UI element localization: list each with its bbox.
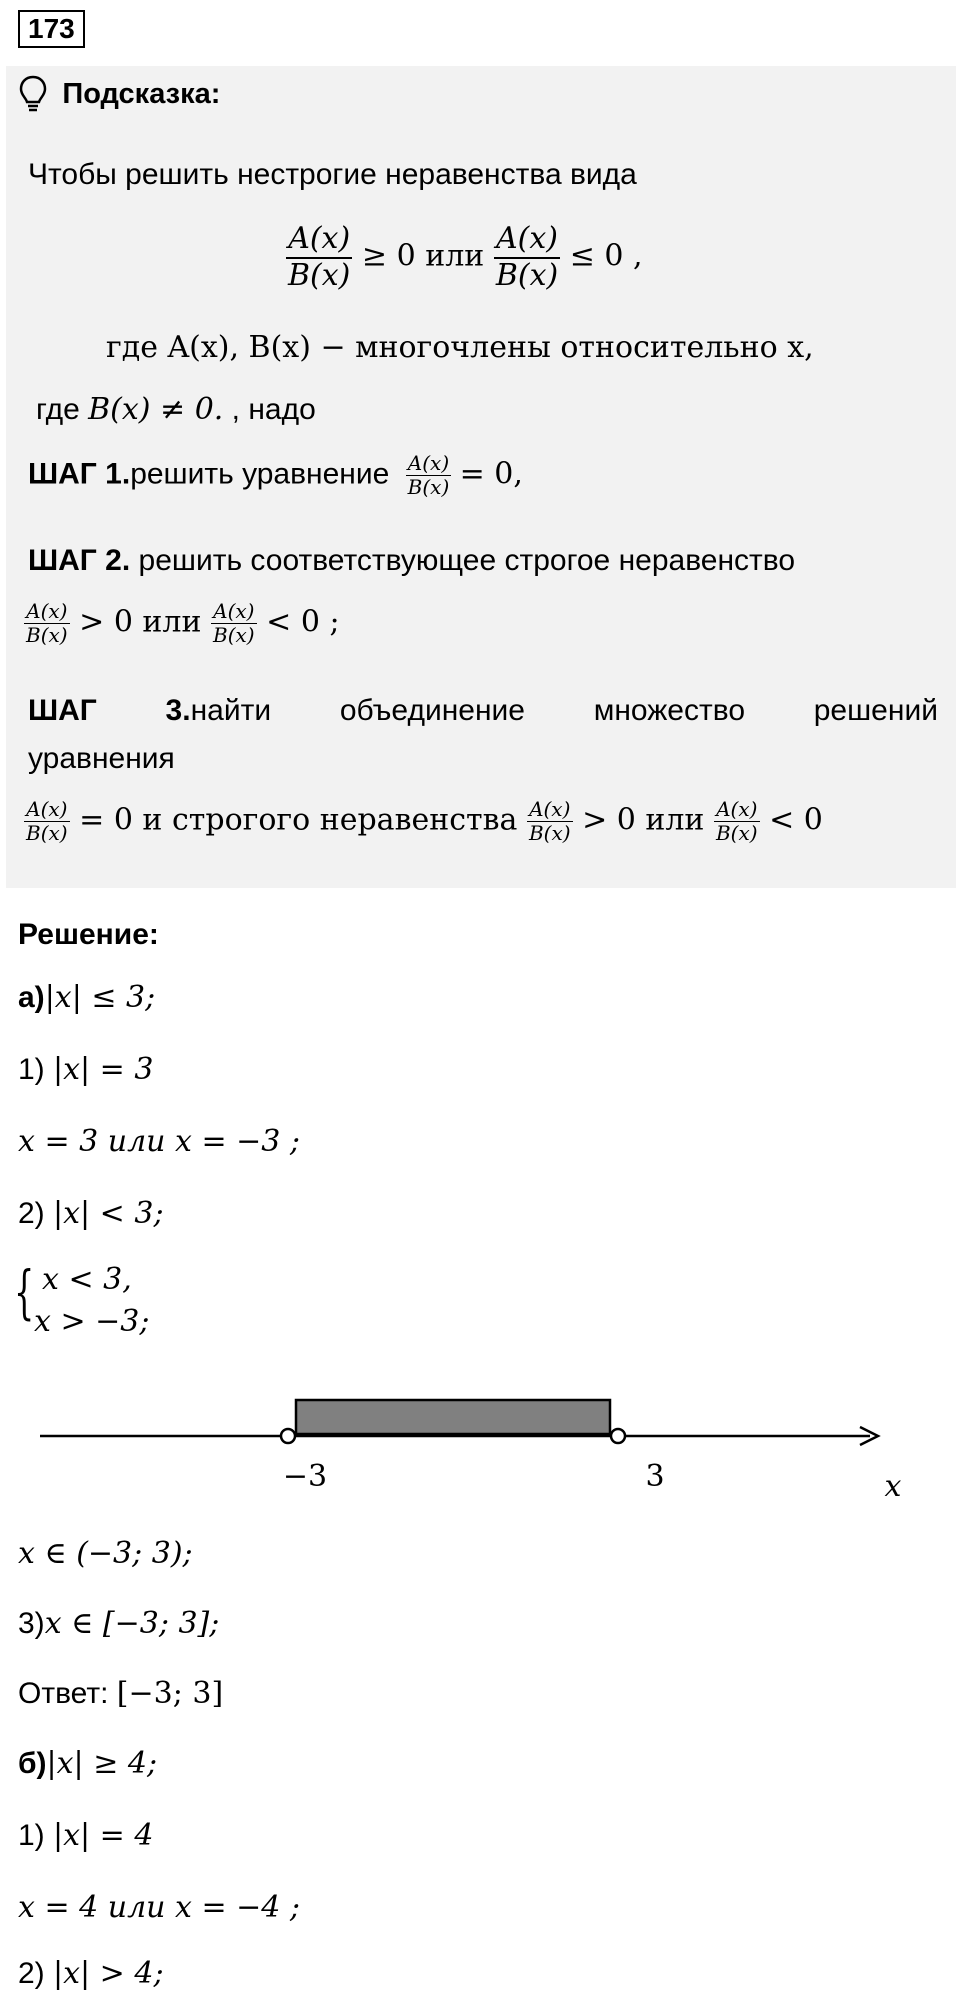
fraction: $\frac{A(x)}{B(x)}$ [407, 451, 450, 499]
number-line [0, 1380, 960, 1510]
fraction: $\frac{A(x)}{B(x)}$ [495, 221, 559, 293]
step-3-line2: уравнения [28, 742, 175, 775]
fraction: $\frac{A(x)}{B(x)}$ [26, 599, 68, 647]
part-a-inequality: а)|x| ≤ 3; [18, 980, 156, 1015]
fraction: $\frac{A(x)}{B(x)}$ [213, 599, 255, 647]
brace-icon: { [14, 1258, 35, 1326]
part-b-roots: x = 4 или x = −4 ; [18, 1890, 301, 1925]
axis-label: x [884, 1469, 902, 1504]
step-2-inequalities: $\frac{A(x)}{B(x)}$ > 0 или $\frac{A(x)}{B(x)}$ < 0 ; [26, 599, 340, 647]
fraction: $\frac{A(x)}{B(x)}$ [715, 797, 758, 845]
hint-header [18, 74, 220, 114]
part-a-step2: 2) |x| < 3; [18, 1196, 164, 1231]
part-b-step2: 2) |x| > 4; [18, 1956, 164, 1991]
tick-label-right: 3 [645, 1459, 665, 1494]
interval-rect [296, 1400, 610, 1434]
fraction: $\frac{A(x)}{B(x)}$ [26, 797, 68, 845]
solution-title: Решение: [18, 918, 159, 951]
lightbulb-icon [18, 74, 48, 114]
part-b-step1: 1) |x| = 4 [18, 1818, 154, 1853]
step-3: ШАГ 3.найти объединение множество решений [28, 694, 938, 727]
hint-where-b: где B(x) ≠ 0. , надо [36, 392, 316, 427]
hint-where-line: где A(x), B(x) − многочлены относительно x, [106, 330, 814, 365]
hint-title: Подсказка: [62, 77, 221, 110]
step-1: ШАГ 1.решить уравнение $\frac{A(x)}{B(x)}$ = 0, [28, 451, 523, 499]
part-a-interval: x ∈ (−3; 3); [18, 1536, 193, 1571]
hint-box [6, 66, 956, 888]
step-2: ШАГ 2. решить соответствующее строгое неравенство [28, 544, 796, 577]
inequality-system [14, 1258, 214, 1342]
part-a-answer: Ответ: [−3; 3] [18, 1676, 224, 1711]
fraction: $\frac{A(x)}{B(x)}$ [528, 797, 571, 845]
problem-number: 173 [18, 10, 85, 48]
step-3-formula: $\frac{A(x)}{B(x)}$ = 0 и строгого неравенства $\frac{A(x)}{B(x)}$ > 0 или $\frac{A(x)}{B(x)}$ < 0 [26, 797, 823, 845]
system-line-2: x > −3; [34, 1304, 150, 1339]
tick-label-left: −3 [282, 1459, 328, 1494]
part-b-inequality: б)|x| ≥ 4; [18, 1746, 158, 1781]
hint-inequality-forms: $\frac{A(x)}{B(x)}$ ≥ 0 или $\frac{A(x)}{B(x)}$ ≤ 0 , [288, 221, 643, 293]
open-point-left [281, 1429, 295, 1443]
part-a-step3: 3)x ∈ [−3; 3]; [18, 1606, 220, 1641]
hint-intro: Чтобы решить нестрогие неравенства вида [28, 158, 637, 191]
fraction: $\frac{A(x)}{B(x)}$ [288, 221, 351, 293]
system-line-1: x < 3, [42, 1262, 132, 1297]
part-a-roots: x = 3 или x = −3 ; [18, 1124, 301, 1159]
part-a-step1: 1) |x| = 3 [18, 1052, 154, 1087]
open-point-right [611, 1429, 625, 1443]
